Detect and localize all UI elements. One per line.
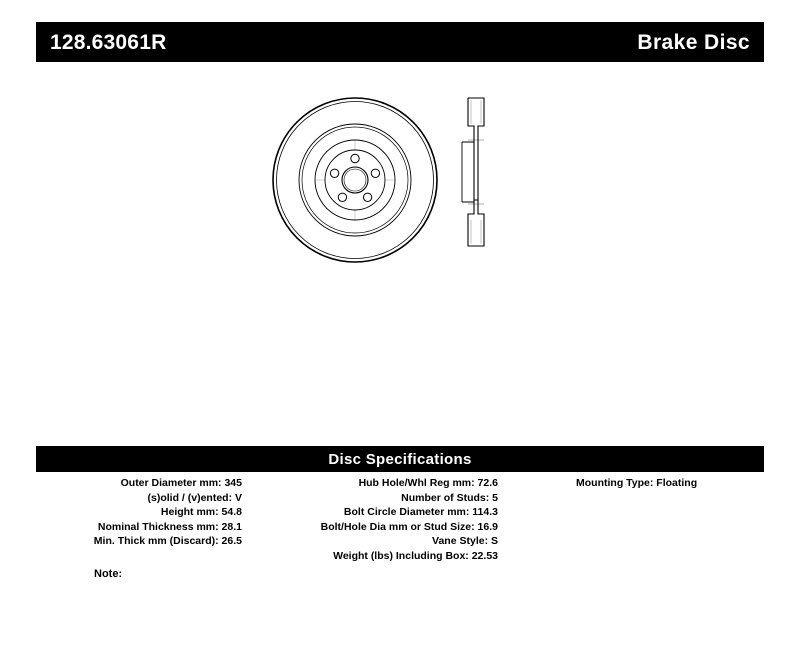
brake-rotor-face-view [273, 98, 437, 262]
disc-specifications-body [36, 476, 764, 564]
spec-item: Weight (lbs) Including Box: 22.53 [333, 549, 498, 562]
spec-column-right [508, 476, 764, 491]
spec-column-middle [252, 476, 508, 564]
spec-item: Mounting Type: Floating [576, 477, 698, 489]
spec-item: Min. Thick mm (Discard): 26.5 [93, 535, 242, 548]
part-number: 128.63061R [50, 30, 167, 54]
spec-item: Bolt Circle Diameter mm: 114.3 [343, 506, 498, 519]
brake-rotor-edge-cross-section [462, 98, 484, 246]
note-label: Note: [94, 568, 123, 580]
spec-item: Hub Hole/Whl Reg mm: 72.6 [358, 477, 498, 489]
product-illustration [240, 80, 560, 280]
spec-item: Height mm: 54.8 [160, 506, 242, 519]
spec-item: Vane Style: S [432, 535, 498, 548]
disc-specifications-title: Disc Specifications [328, 450, 472, 468]
product-header-bar [36, 22, 764, 62]
spec-item: Nominal Thickness mm: 28.1 [97, 520, 242, 533]
spec-item: (s)olid / (v)ented: V [147, 491, 242, 504]
spec-item: Outer Diameter mm: 345 [120, 477, 242, 489]
spec-item: Number of Studs: 5 [401, 491, 498, 504]
disc-specifications-header [36, 446, 764, 472]
spec-item: Bolt/Hole Dia mm or Stud Size: 16.9 [320, 520, 498, 533]
product-type-label: Brake Disc [637, 30, 750, 54]
spec-column-left [36, 476, 252, 549]
